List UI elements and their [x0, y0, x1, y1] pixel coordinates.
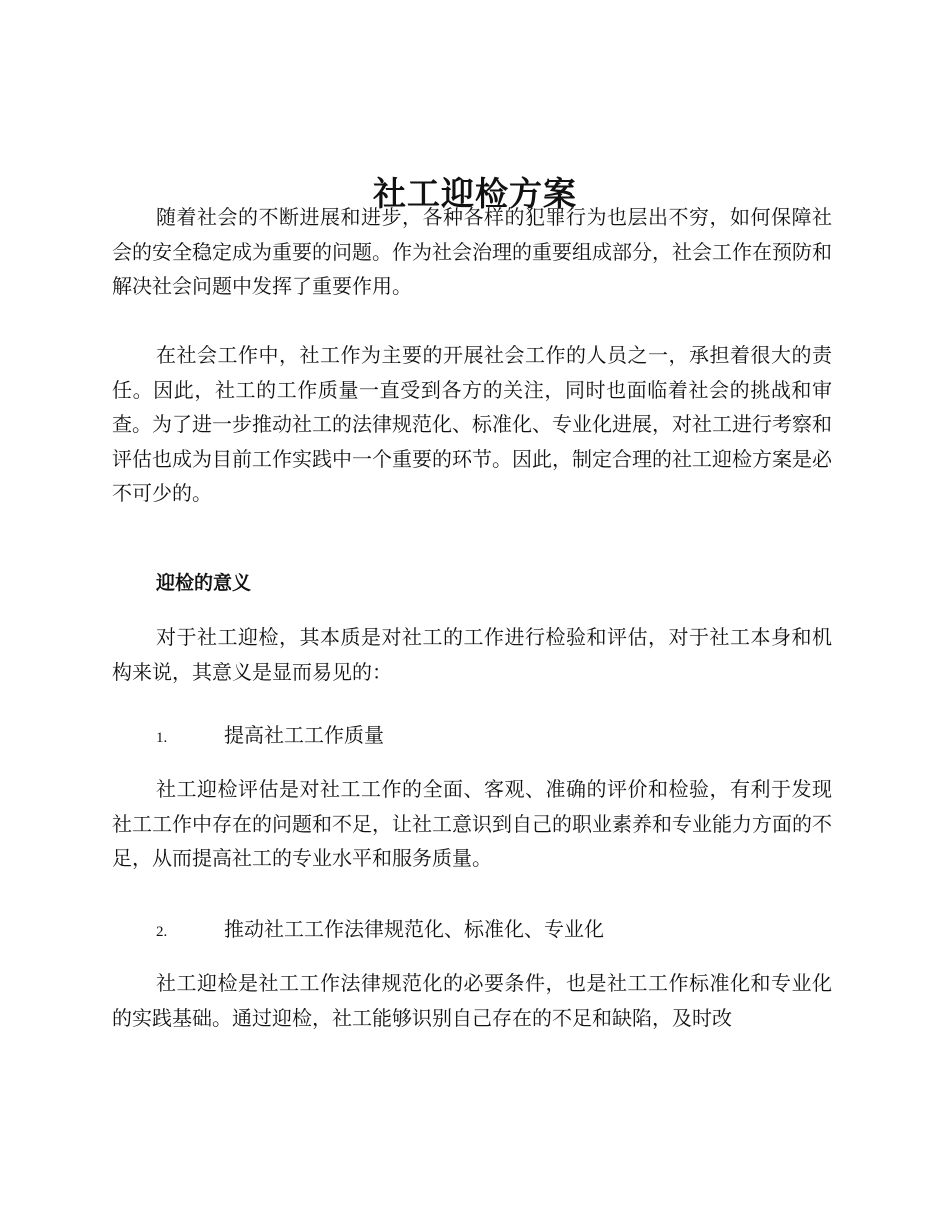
list-item-2-label: 推动社工工作法律规范化、标准化、专业化 [224, 917, 604, 941]
list-item-1 [156, 720, 836, 753]
intro-paragraph-2: 在社会工作中，社工作为主要的开展社会工作的人员之一，承担着很大的责任。因此，社工的工作质量一直受到各方的关注，同时也面临着社会的挑战和审查。为了进一步推动社工的法律规范化、标准化、专业化进展，对社工进行考察和评估也成为目前工作实践中一个重要的环节。因此，制定合理的社工迎检方案是必不可少的。 [112, 343, 832, 505]
intro-paragraph-1: 随着社会的不断进展和进步，各种各样的犯罪行为也层出不穷，如何保障社会的安全稳定成为重要的问题。作为社会治理的重要组成部分，社会工作在预防和解决社会问题中发挥了重要作用。 [112, 205, 832, 298]
list-item-1-number: 1. [156, 730, 168, 746]
section-intro-paragraph: 对于社工迎检，其本质是对社工的工作进行检验和评估，对于社工本身和机构来说，其意义是显而易见的： [112, 625, 832, 684]
section-heading: 迎检的意义 [156, 572, 252, 594]
list-item-2-body: 社工迎检是社工工作法律规范化的必要条件，也是社工工作标准化和专业化的实践基础。通过迎检，社工能够识别自己存在的不足和缺陷，及时改 [112, 971, 832, 1030]
list-item-1-body: 社工迎检评估是对社工工作的全面、客观、准确的评价和检验，有利于发现社工工作中存在的问题和不足，让社工意识到自己的职业素养和专业能力方面的不足，从而提高社工的专业水平和服务质量。 [112, 777, 832, 870]
list-item-2-number: 2. [156, 924, 168, 940]
document-title: 社工迎检方案 [373, 174, 577, 214]
list-item-2 [156, 914, 836, 947]
list-item-1-label: 提高社工工作质量 [224, 723, 384, 747]
